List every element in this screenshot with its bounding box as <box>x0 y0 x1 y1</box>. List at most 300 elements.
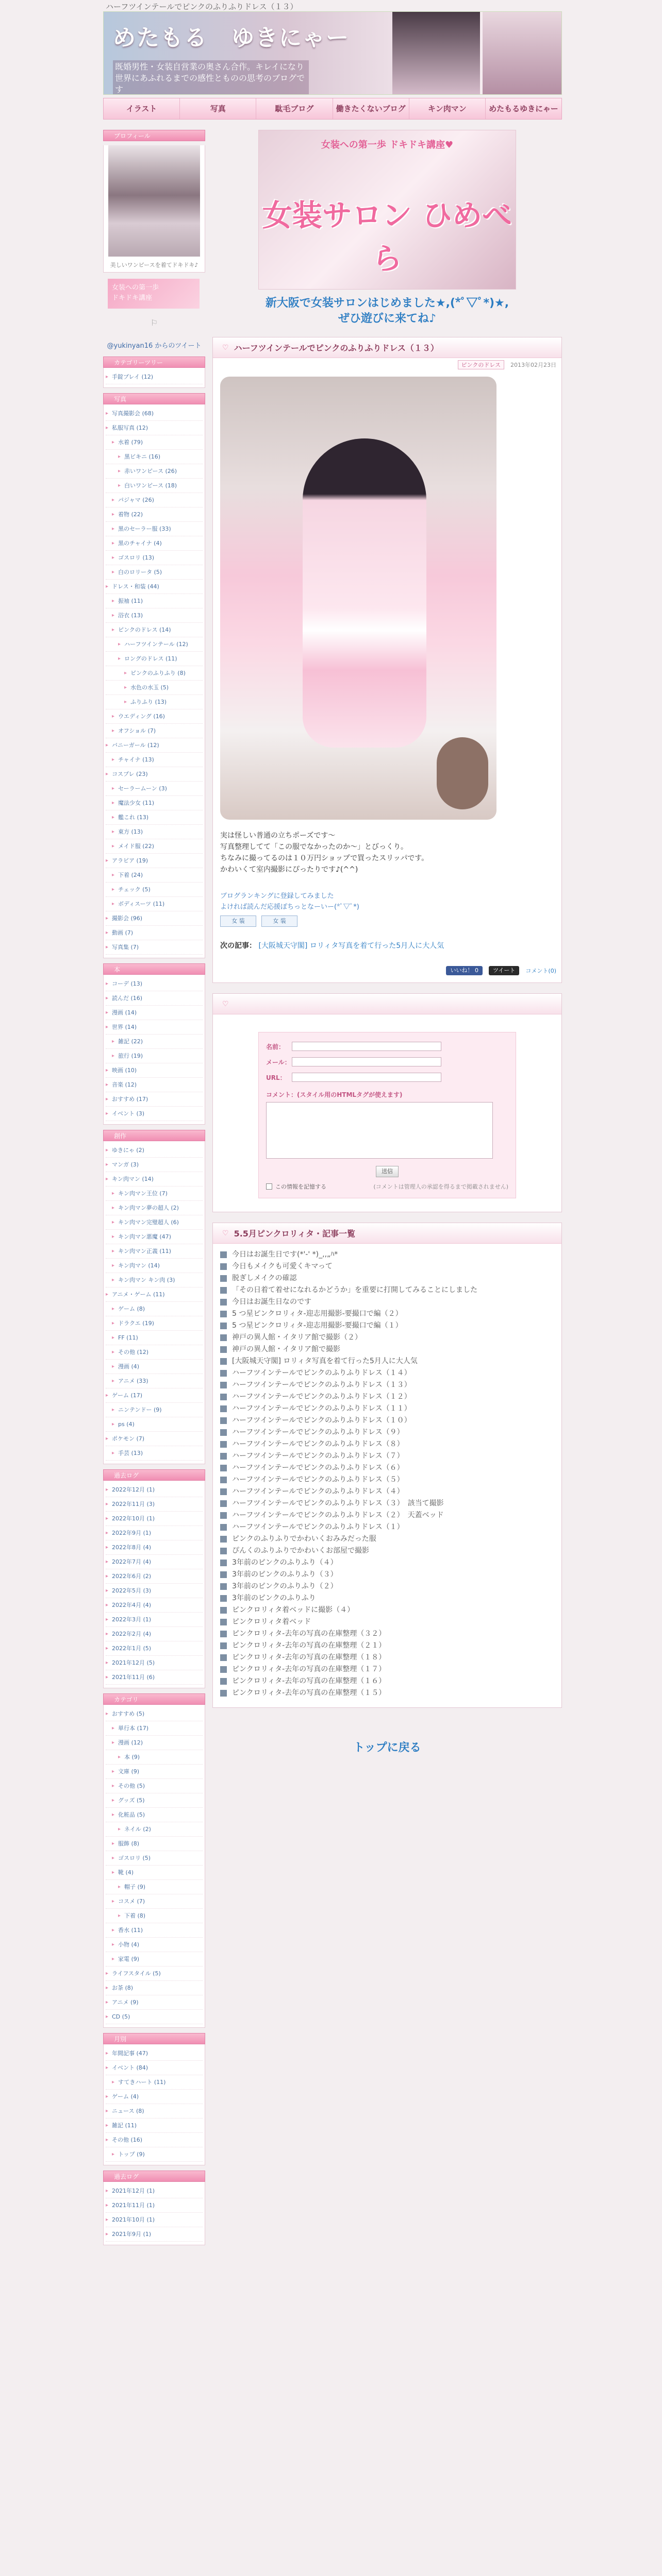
article-link[interactable]: ピンクロリィタ-去年の写真の在庫整理（１５） <box>232 1689 386 1697</box>
article-link[interactable]: ピンクロリィタ-去年の写真の在庫整理（１６） <box>232 1677 386 1685</box>
sidebar-link[interactable]: ▸ 年間記事 (47) <box>106 2046 203 2061</box>
sidebar-list <box>104 1705 205 2027</box>
article-list-item[interactable] <box>220 1498 561 1510</box>
sidebar-link[interactable]: ▸ 東方 (13) <box>106 825 203 839</box>
article-link[interactable]: ピンクロリィタ着ベッド <box>232 1618 311 1626</box>
article-list-item[interactable] <box>220 1332 561 1344</box>
sidebar-link[interactable]: ▸ すてきハート (11) <box>106 2075 203 2090</box>
twitter-link[interactable]: @yukinyan16 からのツイート <box>107 342 202 350</box>
article-list-item[interactable] <box>220 1284 561 1296</box>
square-icon <box>220 1631 227 1637</box>
course-banner[interactable]: 女装への第一歩 ドキドキ講座 <box>108 279 200 309</box>
sidebar-link[interactable]: ▸ 靴 (4) <box>106 1866 203 1880</box>
comment-link[interactable]: コメント(0) <box>525 968 556 974</box>
ranking-button-2[interactable]: 女 装 <box>261 916 297 927</box>
sidebar-link[interactable]: ▸ ロングのドレス (11) <box>106 652 203 666</box>
approval-note: (コメントは管理人の承認を得るまで掲載されません) <box>373 1183 508 1190</box>
sidebar-link[interactable]: ▸ ゴスロリ (13) <box>106 551 203 565</box>
sidebar-link[interactable]: ▸ イベント (84) <box>106 2061 203 2075</box>
article-link[interactable]: ピンクロリィタ-去年の写真の在庫整理（１８） <box>232 1653 386 1662</box>
article-list-item[interactable] <box>220 1675 561 1687</box>
sidebar-link[interactable]: ▸ チャイナ (13) <box>106 753 203 767</box>
next-entry <box>213 927 561 951</box>
nav-item[interactable]: 駄毛ブログ <box>256 98 333 119</box>
sidebar-link[interactable]: ▸ 小物 (4) <box>106 1938 203 1952</box>
sidebar-link[interactable]: ▸ アラビア (19) <box>106 854 203 868</box>
article-link[interactable]: ハーフツインテールでピンクのふりふりドレス（９） <box>232 1428 404 1436</box>
article-list-item[interactable] <box>220 1652 561 1664</box>
page-top-title: ハーフツインテールでピンクのふりふりドレス（１３） <box>106 2 298 11</box>
article-list-item[interactable] <box>220 1273 561 1284</box>
article-link[interactable]: ピンクロリィタ-去年の写真の在庫整理（３２） <box>232 1630 386 1638</box>
square-icon <box>220 1287 227 1294</box>
sidebar-link[interactable]: ▸ ウエディング (16) <box>106 709 203 724</box>
article-list-item[interactable] <box>220 1427 561 1438</box>
sidebar-box <box>103 2044 205 2165</box>
sidebar-link[interactable]: ▸ 2022年12月 (1) <box>106 1483 203 1497</box>
url-input[interactable] <box>292 1073 441 1082</box>
sidebar-link[interactable]: ▸ ps (4) <box>106 1417 203 1432</box>
article-list-item[interactable] <box>220 1438 561 1450</box>
sidebar-link[interactable]: ▸ ふりふり (13) <box>106 695 203 709</box>
sidebar-heading: 創作 <box>103 1130 205 1141</box>
heart-icon: ♡ <box>222 1229 229 1238</box>
sidebar-link[interactable]: ▸ キン肉マン (14) <box>106 1172 203 1187</box>
sidebar-link[interactable]: ▸ その他 (5) <box>106 1779 203 1793</box>
article-list-item[interactable] <box>220 1474 561 1486</box>
sidebar-link[interactable]: ▸ 音楽 (12) <box>106 1078 203 1092</box>
sidebar-link[interactable]: ▸ キン肉マン悪魔 (47) <box>106 1230 203 1244</box>
list-header <box>213 1223 561 1244</box>
sidebar-link[interactable]: ▸ 白いワンピース (18) <box>106 479 203 493</box>
article-list-item[interactable] <box>220 1687 561 1699</box>
article-link[interactable]: ピンクロリィタ-去年の写真の在庫整理（２１） <box>232 1641 386 1650</box>
sidebar-link[interactable]: ▸ 文庫 (9) <box>106 1765 203 1779</box>
sidebar-link[interactable]: ▸ 黒のチャイナ (4) <box>106 536 203 551</box>
square-icon <box>220 1524 227 1531</box>
site-description: 既婚男性・女装自営業の奥さん合作。キレイになり世界にあふれるまでの感性とものの思考のブログです <box>113 60 309 95</box>
article-list-item[interactable] <box>220 1604 561 1616</box>
nav-item[interactable]: 写真 <box>180 98 256 119</box>
sidebar-link[interactable]: ▸ ドラクエ (19) <box>106 1316 203 1331</box>
article-link[interactable]: 「その日着て着せになれるかどうか」を重要に打開してみることにしました <box>232 1286 477 1294</box>
sidebar-link[interactable]: ▸ イベント (3) <box>106 1107 203 1121</box>
sidebar-link[interactable]: ▸ 読んだ (16) <box>106 991 203 1006</box>
article-link[interactable]: ハーフツインテールでピンクのふりふりドレス（２） 天蓋ベッド <box>232 1511 444 1519</box>
entry-body: 実は怪しい普通の立ちポーズです〜 写真整理してて「この服でなかったのか〜」とびっくり。 ちなみに撮ってるのは１０万円ショップで買ったスリッパです。 かわいくて室内撮影にぴったりです♪(^^) <box>220 832 429 874</box>
sidebar-link[interactable]: ▸ ライフスタイル (5) <box>106 1967 203 1981</box>
sidebar-link[interactable]: ▸ 白のロリータ (5) <box>106 565 203 580</box>
sidebar-link[interactable]: ▸ おすすめ (5) <box>106 1707 203 1721</box>
sidebar-link[interactable]: ▸ 黒のセーラー服 (33) <box>106 522 203 536</box>
sidebar-heading: 過去ログ <box>103 1469 205 1481</box>
square-icon <box>220 1465 227 1471</box>
sidebar-link[interactable]: ▸ 手錠プレイ (12) <box>106 370 203 384</box>
sidebar-link[interactable]: ▸ 着物 (22) <box>106 507 203 522</box>
sidebar-link[interactable]: ▸ 赤いワンピース (26) <box>106 464 203 479</box>
heart-icon: ♡ <box>222 343 229 352</box>
name-input[interactable] <box>292 1042 441 1051</box>
site-title[interactable]: めたもる ゆきにゃー <box>113 25 350 51</box>
sidebar-link[interactable]: ▸ 漫画 (4) <box>106 1360 203 1374</box>
sidebar-link[interactable]: ▸ 2022年10月 (1) <box>106 1512 203 1526</box>
article-link[interactable]: ハーフツインテールでピンクのふりふりドレス（６） <box>232 1464 404 1472</box>
entry-title[interactable]: ハーフツインテールでピンクのふりふりドレス（１３） <box>234 343 439 353</box>
article-list-item[interactable] <box>220 1581 561 1592</box>
sidebar-link[interactable]: ▸ CD (5) <box>106 2010 203 2024</box>
sidebar-box <box>103 2182 205 2245</box>
square-icon <box>220 1334 227 1341</box>
square-icon <box>220 1417 227 1424</box>
sidebar-link[interactable]: ▸ メイド服 (22) <box>106 839 203 854</box>
sidebar-link[interactable]: ▸ ゲーム (17) <box>106 1388 203 1403</box>
square-icon <box>220 1595 227 1602</box>
sidebar-link[interactable]: ▸ 漫画 (12) <box>106 1736 203 1750</box>
back-to-top-link[interactable]: トップに戻る <box>353 1741 421 1754</box>
article-list-item[interactable] <box>220 1486 561 1498</box>
sidebar-link[interactable]: ▸ 化粧品 (5) <box>106 1808 203 1822</box>
sidebar-link[interactable]: ▸ 雑記 (11) <box>106 2119 203 2133</box>
square-icon <box>220 1263 227 1270</box>
article-link[interactable]: 神戸の異人館・イタリア館で撮影（２） <box>232 1333 362 1342</box>
article-link[interactable]: ぴんくのふりふりでかわいくお部屋で撮影 <box>232 1547 369 1555</box>
header-photo-2 <box>483 12 562 95</box>
article-list-item[interactable] <box>220 1261 561 1273</box>
sidebar-heading: 写真 <box>103 393 205 404</box>
sidebar-link[interactable]: ▸ 旅行 (19) <box>106 1049 203 1063</box>
sidebar-box <box>103 1705 205 2028</box>
profile-heading: プロフィール <box>103 130 205 141</box>
left-sidebar <box>103 130 205 2576</box>
comment-form <box>258 1032 516 1198</box>
ranking-button-1[interactable]: 女 装 <box>220 916 256 927</box>
sidebar-link[interactable]: ▸ 2021年12月 (1) <box>106 2184 203 2198</box>
sidebar-link[interactable]: ▸ ニンテンドー (9) <box>106 1403 203 1417</box>
salon-banner[interactable] <box>258 130 516 290</box>
photo-figure <box>303 438 426 748</box>
article-list-item[interactable] <box>220 1367 561 1379</box>
square-icon <box>220 1453 227 1460</box>
sidebar-link[interactable]: ▸ 下着 (24) <box>106 868 203 883</box>
square-icon <box>220 1251 227 1258</box>
article-link[interactable]: 今日もメイクも可愛くキマって <box>232 1262 333 1270</box>
sidebar-link[interactable]: ▸ 水着 (79) <box>106 435 203 450</box>
article-link[interactable]: 3年前のピンクのふりふり（２） <box>232 1582 338 1590</box>
sidebar-link[interactable]: ▸ マンガ (3) <box>106 1158 203 1172</box>
sidebar-link[interactable]: ▸ アニメ・ゲーム (11) <box>106 1287 203 1302</box>
article-list-item[interactable] <box>220 1296 561 1308</box>
entry-photo[interactable] <box>220 377 496 820</box>
sidebar-link[interactable]: ▸ コスプレ (23) <box>106 767 203 782</box>
article-link[interactable]: 今日はお誕生日なのです <box>232 1298 311 1306</box>
remember-row <box>266 1182 508 1191</box>
sidebar-list <box>104 2182 205 2245</box>
square-icon <box>220 1382 227 1388</box>
mail-row <box>266 1054 508 1070</box>
article-list-item[interactable] <box>220 1545 561 1557</box>
entry-category[interactable]: ピンクのドレス <box>458 360 504 369</box>
sidebar-link[interactable]: ▸ キン肉マン王位 (7) <box>106 1187 203 1201</box>
sidebar-link[interactable]: ▸ FF (11) <box>106 1331 203 1345</box>
sidebar-link[interactable]: ▸ オフショル (7) <box>106 724 203 738</box>
article-list-item[interactable] <box>220 1415 561 1427</box>
square-icon <box>220 1299 227 1306</box>
salon-logo-text: 女装サロン ひめべら <box>262 198 512 276</box>
sidebar-link[interactable]: ▸ 世界 (14) <box>106 1020 203 1035</box>
share-row <box>213 951 561 982</box>
sidebar-link[interactable]: ▸ 帽子 (9) <box>106 1880 203 1894</box>
sidebar-link[interactable]: ▸ 手芸 (13) <box>106 1446 203 1461</box>
sidebar-link[interactable]: ▸ 本 (9) <box>106 1750 203 1765</box>
sidebar-link[interactable]: ▸ キン肉マン正義 (11) <box>106 1244 203 1259</box>
sidebar-link[interactable]: ▸ ネイル (2) <box>106 1822 203 1837</box>
article-link[interactable]: ピンクロリィタ着ベッドに撮影（４） <box>232 1606 355 1614</box>
article-link[interactable]: ハーフツインテールでピンクのふりふりドレス（１） <box>232 1523 404 1531</box>
article-list-item[interactable] <box>220 1403 561 1415</box>
sidebar-link[interactable]: ▸ コスメ (7) <box>106 1894 203 1909</box>
square-icon <box>220 1441 227 1448</box>
nav-item[interactable]: キン肉マン <box>409 98 486 119</box>
article-link[interactable]: ピンクのふりふりでかわいくおみみだった服 <box>232 1535 376 1543</box>
sidebar-link[interactable]: ▸ 下着 (8) <box>106 1909 203 1923</box>
sidebar-link[interactable]: ▸ 2021年9月 (1) <box>106 2227 203 2242</box>
profile-caption: 美しいワンピースを着てドキドキ♪ <box>110 262 198 268</box>
sidebar-link[interactable]: ▸ 2021年10月 (1) <box>106 2213 203 2227</box>
next-entry-link[interactable]: [大阪城天守閣] ロリィタ写真を着て行った5月人に大人気 <box>258 942 444 950</box>
square-icon <box>220 1666 227 1673</box>
square-icon <box>220 1548 227 1554</box>
entry-meta <box>213 358 561 371</box>
sidebar-heading: カテゴリ <box>103 1693 205 1705</box>
sidebar-link[interactable]: ▸ ハーフツインテール (12) <box>106 637 203 652</box>
sidebar-link[interactable]: ▸ 2022年3月 (1) <box>106 1613 203 1627</box>
sidebar-link[interactable]: ▸ 2021年12月 (5) <box>106 1656 203 1670</box>
sidebar-link[interactable]: ▸ 服飾 (8) <box>106 1837 203 1851</box>
sidebar-link[interactable]: ▸ ボディスーツ (11) <box>106 897 203 911</box>
article-link[interactable]: ハーフツインテールでピンクのふりふりドレス（７） <box>232 1452 404 1460</box>
sidebar-link[interactable]: ▸ 2022年2月 (4) <box>106 1627 203 1641</box>
sidebar-link[interactable]: ▸ キン肉マン夢の超人 (2) <box>106 1201 203 1215</box>
sidebar-link[interactable]: ▸ 2022年6月 (2) <box>106 1569 203 1584</box>
square-icon <box>220 1536 227 1543</box>
sidebar-link[interactable]: ▸ アニメ (33) <box>106 1374 203 1388</box>
sidebar-link[interactable]: ▸ 2021年11月 (6) <box>106 1670 203 1685</box>
article-list-item[interactable] <box>220 1533 561 1545</box>
article-list-item[interactable] <box>220 1521 561 1533</box>
sidebar-link[interactable]: ▸ その他 (16) <box>106 2133 203 2147</box>
square-icon <box>220 1571 227 1578</box>
article-link[interactable]: ハーフツインテールでピンクのふりふりドレス（１１） <box>232 1404 411 1413</box>
article-link[interactable]: ハーフツインテールでピンクのふりふりドレス（４） <box>232 1487 404 1496</box>
sidebar-link[interactable]: ▸ 動画 (7) <box>106 926 203 940</box>
article-link[interactable]: 3年前のピンクのふりふり（３） <box>232 1570 338 1579</box>
article-list-item[interactable] <box>220 1557 561 1569</box>
sidebar-link[interactable]: ▸ ポケモン (7) <box>106 1432 203 1446</box>
article-link[interactable]: 神戸の異人館・イタリア館で撮影 <box>232 1345 340 1353</box>
remember-label: この情報を記憶する <box>275 1183 326 1190</box>
square-icon <box>220 1275 227 1282</box>
article-link[interactable]: 5 つ星ピンクロリィタ-迎志用撮影-要撮口で編（１） <box>232 1321 403 1330</box>
sidebar-link[interactable]: ▸ ドレス・和装 (44) <box>106 580 203 594</box>
article-link[interactable]: 3年前のピンクのふりふり（４） <box>232 1558 338 1567</box>
sidebar-link[interactable]: ▸ 2022年9月 (1) <box>106 1526 203 1540</box>
article-list <box>213 1244 561 1699</box>
sidebar-link[interactable]: ▸ セーラームーン (3) <box>106 782 203 796</box>
sidebar-link[interactable]: ▸ 私服写真 (12) <box>106 421 203 435</box>
sidebar-link[interactable]: ▸ 2021年11月 (1) <box>106 2198 203 2213</box>
url-row <box>266 1070 508 1085</box>
submit-button[interactable]: 送信 <box>376 1166 399 1177</box>
article-list-item[interactable] <box>220 1355 561 1367</box>
nav-item[interactable]: めたもるゆきにゃー <box>489 104 558 113</box>
article-link[interactable]: 3年前のピンクのふりふり <box>232 1594 316 1602</box>
article-link[interactable]: ハーフツインテールでピンクのふりふりドレス（１４） <box>232 1369 411 1377</box>
salon-tagline: 女装への第一歩 ドキドキ講座♥ <box>321 140 454 150</box>
article-list-item[interactable] <box>220 1592 561 1604</box>
teddy-bear <box>437 737 488 809</box>
salon-caption[interactable]: 新大阪で女装サロンはじめました★,(*ﾟ▽ﾟ*)★, ぜひ遊びに来てね♪ <box>265 297 509 325</box>
sidebar-link[interactable]: ▸ 水色の水玉 (5) <box>106 681 203 695</box>
article-list-item[interactable] <box>220 1510 561 1521</box>
sidebar-link[interactable]: ▸ 単行本 (17) <box>106 1721 203 1736</box>
sidebar-link[interactable]: ▸ 振袖 (11) <box>106 594 203 608</box>
article-link[interactable]: 脱ぎしメイクの確認 <box>232 1274 297 1282</box>
sidebar-link[interactable]: ▸ 雑記 (22) <box>106 1035 203 1049</box>
sidebar-link[interactable]: ▸ ゲーム (4) <box>106 2090 203 2104</box>
sidebar-link[interactable]: ▸ ゲーム (8) <box>106 1302 203 1316</box>
twitter-bird-icon: ⚐ <box>150 318 158 328</box>
sidebar-link[interactable]: ▸ キン肉マン キン肉 (3) <box>106 1273 203 1287</box>
square-icon <box>220 1311 227 1317</box>
article-list-item[interactable] <box>220 1320 561 1332</box>
article-list-item[interactable] <box>220 1640 561 1652</box>
heart-icon: ♡ <box>222 999 229 1008</box>
ranking-text: ブログランキングに登録してみました よければ読んだ応援ぽちっとなーいー(*ﾟ▽ﾟ*) <box>220 892 359 911</box>
sidebar-link[interactable]: ▸ ゴスロリ (5) <box>106 1851 203 1866</box>
square-icon <box>220 1500 227 1507</box>
entry-header <box>213 337 561 358</box>
sidebar-link[interactable]: ▸ 映画 (10) <box>106 1063 203 1078</box>
sidebar-link[interactable]: ▸ 2022年4月 (4) <box>106 1598 203 1613</box>
sidebar-link[interactable]: ▸ 2022年5月 (3) <box>106 1584 203 1598</box>
mail-label: メール： <box>266 1058 291 1066</box>
sidebar-box <box>103 975 205 1125</box>
sidebar-link[interactable]: ▸ 香水 (11) <box>106 1923 203 1938</box>
sidebar-link[interactable]: ▸ アニメ (9) <box>106 1995 203 2010</box>
profile-photo[interactable] <box>108 145 200 257</box>
article-list-item[interactable] <box>220 1379 561 1391</box>
article-list-item[interactable] <box>220 1628 561 1640</box>
sidebar-link[interactable]: ▸ 撮影会 (96) <box>106 911 203 926</box>
sidebar-link[interactable]: ▸ 写真撮影会 (68) <box>106 406 203 421</box>
sidebar-link[interactable]: ▸ ニュース (8) <box>106 2104 203 2119</box>
square-icon <box>220 1346 227 1353</box>
tweet-button[interactable]: ツイート <box>489 966 519 975</box>
article-link[interactable]: ピンクロリィタ-去年の写真の在庫整理（１７） <box>232 1665 386 1673</box>
article-list-item[interactable] <box>220 1344 561 1355</box>
nav-item[interactable]: 働きたくないブログ <box>333 98 409 119</box>
sidebar-heading: カテゴリーツリー <box>103 357 205 368</box>
article-list-item[interactable] <box>220 1664 561 1675</box>
article-link[interactable]: ハーフツインテールでピンクのふりふりドレス（８） <box>232 1440 404 1448</box>
list-title: 5.5月ピンクロリィタ・記事一覧 <box>234 1229 355 1239</box>
article-list-item[interactable] <box>220 1308 561 1320</box>
article-list-item[interactable] <box>220 1462 561 1474</box>
sidebar-list <box>104 2044 205 2165</box>
mail-input[interactable] <box>292 1057 441 1066</box>
article-list-item[interactable] <box>220 1569 561 1581</box>
sidebar-link[interactable]: ▸ 黒ビキニ (16) <box>106 450 203 464</box>
sidebar-link[interactable]: ▸ お茶 (8) <box>106 1981 203 1995</box>
square-icon <box>220 1607 227 1614</box>
sidebar-link[interactable]: ▸ 艦これ (13) <box>106 810 203 825</box>
ranking-buttons <box>213 912 561 927</box>
comment-textarea[interactable] <box>266 1102 493 1159</box>
article-link[interactable]: ハーフツインテールでピンクのふりふりドレス（１２） <box>232 1393 411 1401</box>
sidebar-link[interactable]: ▸ ゆきにゃ (2) <box>106 1143 203 1158</box>
article-link[interactable]: [大阪城天守閣] ロリィタ写真を着て行った5月人に大人気 <box>232 1357 418 1365</box>
square-icon <box>220 1512 227 1519</box>
article-link[interactable]: ハーフツインテールでピンクのふりふりドレス（３） 該当て撮影 <box>232 1499 444 1507</box>
sidebar-link[interactable]: ▸ チェック (5) <box>106 883 203 897</box>
square-icon <box>220 1477 227 1483</box>
sidebar-link[interactable]: ▸ おすすめ (17) <box>106 1092 203 1107</box>
sidebar-box <box>103 1481 205 1688</box>
article-list-item[interactable] <box>220 1249 561 1261</box>
sidebar-link[interactable]: ▸ キン肉マン (14) <box>106 1259 203 1273</box>
article-link[interactable]: ハーフツインテールでピンクのふりふりドレス（５） <box>232 1476 404 1484</box>
nav-item[interactable]: イラスト <box>104 98 180 119</box>
sidebar-link[interactable]: ▸ ピンクのドレス (14) <box>106 623 203 637</box>
article-link[interactable]: 5 つ星ピンクロリィタ-迎志用撮影-要撮口で編（２） <box>232 1310 403 1318</box>
sidebar-link[interactable]: ▸ 浴衣 (13) <box>106 608 203 623</box>
sidebar-link[interactable]: ▸ 魔法少女 (11) <box>106 796 203 810</box>
article-link[interactable]: 今日はお誕生日です(*'-' *)_,,„ﾊ* <box>232 1250 338 1259</box>
sidebar-link[interactable]: ▸ 2022年1月 (5) <box>106 1641 203 1656</box>
sidebar-link[interactable]: ▸ 2022年7月 (4) <box>106 1555 203 1569</box>
article-list-item[interactable] <box>220 1616 561 1628</box>
square-icon <box>220 1429 227 1436</box>
sidebar-list <box>104 368 205 387</box>
sidebar-link[interactable]: ▸ トップ (9) <box>106 2147 203 2162</box>
comment-header <box>213 994 561 1014</box>
sidebar-heading: 月別 <box>103 2033 205 2044</box>
square-icon <box>220 1394 227 1400</box>
sidebar-link[interactable]: ▸ 漫画 (14) <box>106 1006 203 1020</box>
sidebar-link[interactable]: ▸ バニーガール (12) <box>106 738 203 753</box>
sidebar-link[interactable]: ▸ キン肉マン完璧超人 (6) <box>106 1215 203 1230</box>
facebook-like-button[interactable]: いいね！ 0 <box>446 966 483 975</box>
site-header <box>103 11 562 95</box>
article-link[interactable]: ハーフツインテールでピンクのふりふりドレス（１３） <box>232 1381 411 1389</box>
article-list-item[interactable] <box>220 1450 561 1462</box>
sidebar-link[interactable]: ▸ 家電 (9) <box>106 1952 203 1967</box>
sidebar-link[interactable]: ▸ その他 (12) <box>106 1345 203 1360</box>
article-link[interactable]: ハーフツインテールでピンクのふりふりドレス（１０） <box>232 1416 411 1425</box>
sidebar-link[interactable]: ▸ ピンクのふりふり (8) <box>106 666 203 681</box>
sidebar-heading: 本 <box>103 963 205 975</box>
sidebar-link[interactable]: ▸ 写真集 (7) <box>106 940 203 955</box>
remember-checkbox[interactable] <box>266 1183 272 1190</box>
square-icon <box>220 1323 227 1329</box>
sidebar-link[interactable]: ▸ コーデ (13) <box>106 977 203 991</box>
sidebar-link[interactable]: ▸ 2022年8月 (4) <box>106 1540 203 1555</box>
sidebar-link[interactable]: ▸ 2022年11月 (3) <box>106 1497 203 1512</box>
entry-date: 2013年02月23日 <box>510 362 556 368</box>
sidebar-link[interactable]: ▸ パジャマ (26) <box>106 493 203 507</box>
article-list-item[interactable] <box>220 1391 561 1403</box>
sidebar-link[interactable]: ▸ グッズ (5) <box>106 1793 203 1808</box>
